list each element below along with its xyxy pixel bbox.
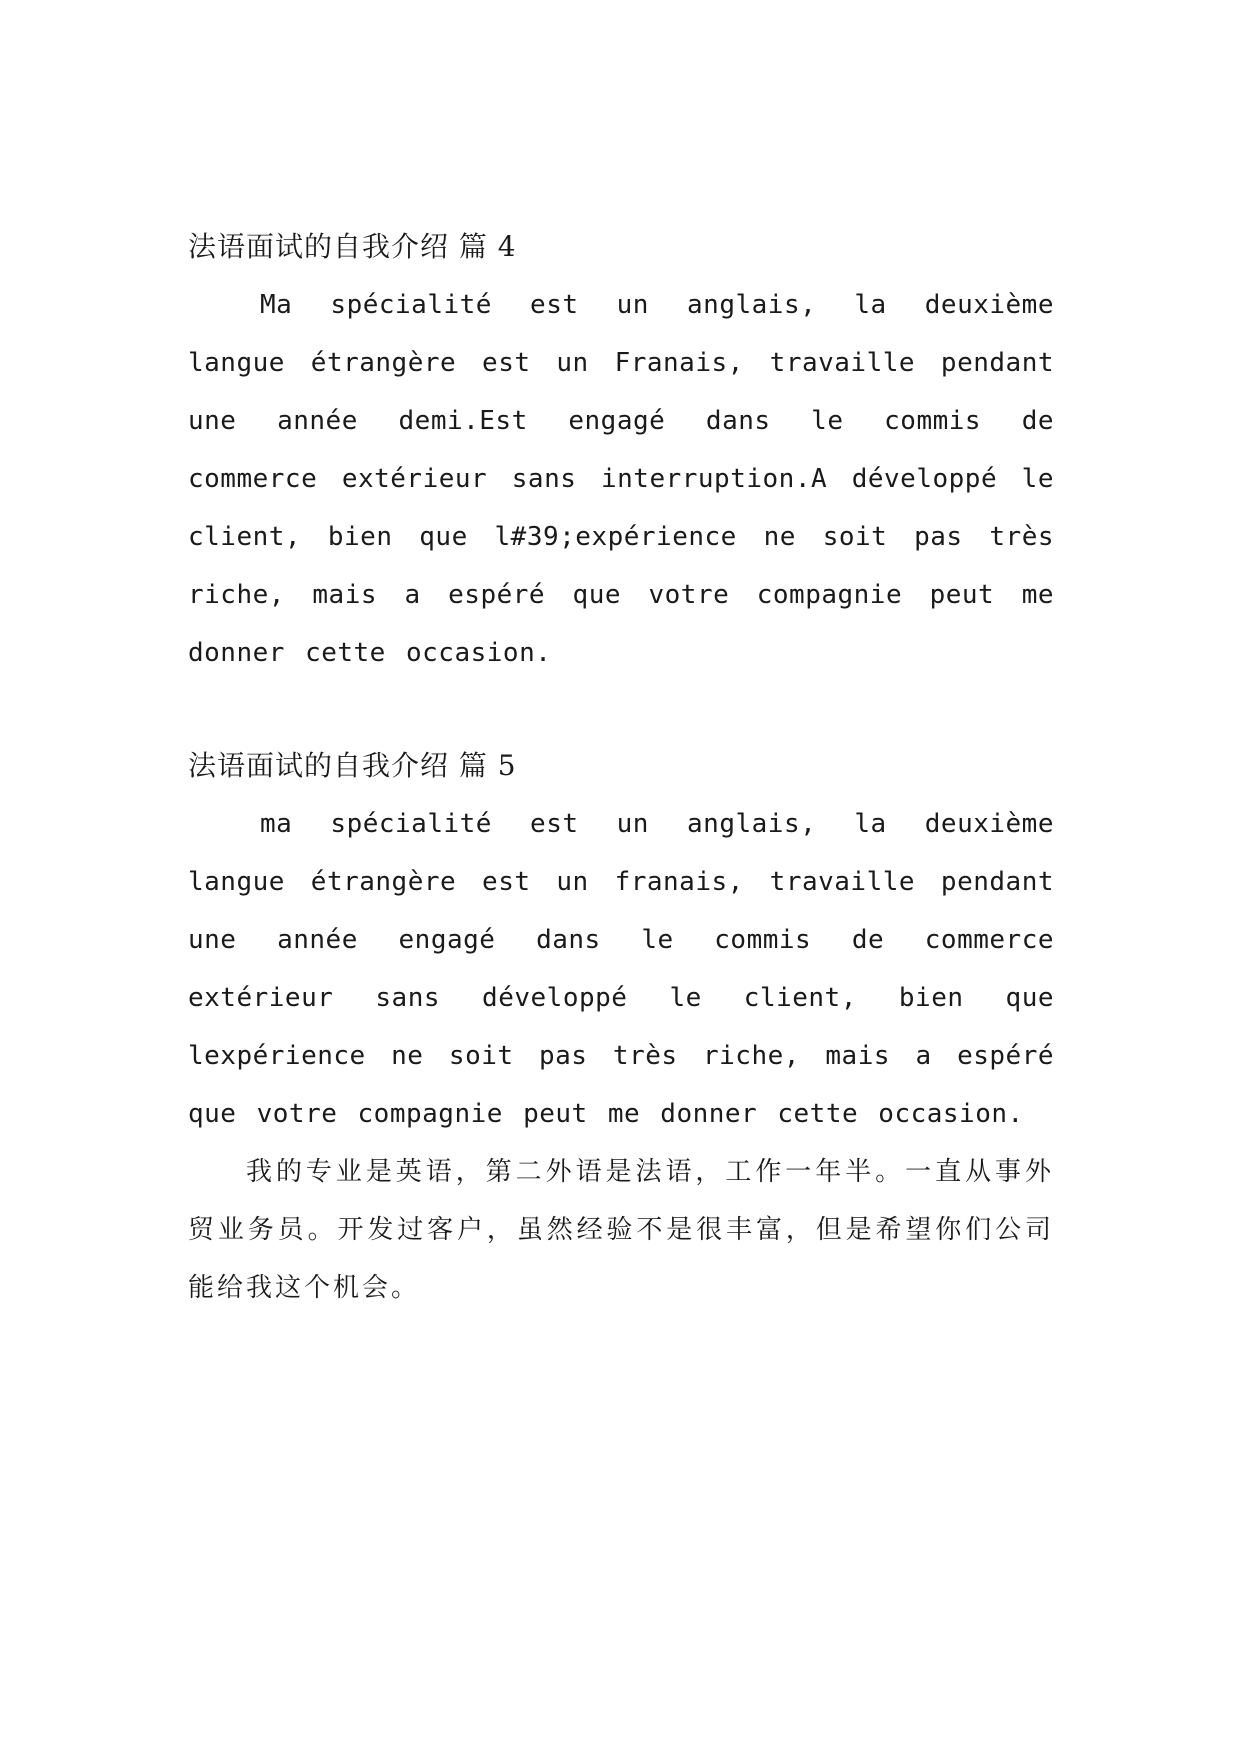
section-4 — [188, 218, 1054, 682]
section-title: 法语面试的自我介绍 篇 4 — [188, 230, 517, 263]
paragraph-french: Ma spécialité est un anglais, la deuxième langue étrangère est un Franais, travaille pendant une année demi.Est engagé dans le commis de commerce extérieur sans interruption.A développé le client, bien que l#39;expérience ne soit pas très riche, mais a espéré que votre compagnie peut me donner cette occasion. — [188, 290, 1054, 668]
paragraph-chinese: 我的专业是英语，第二外语是法语，工作一年半。一直从事外贸业务员。开发过客户，虽然经验不是很丰富，但是希望你们公司能给我这个机会。 — [188, 1157, 1054, 1303]
section-title: 法语面试的自我介绍 篇 5 — [188, 749, 517, 782]
section-5 — [188, 737, 1054, 1317]
paragraph-french: ma spécialité est un anglais, la deuxième langue étrangère est un franais, travaille pendant une année engagé dans le commis de commerce extérieur sans développé le client, bien que lexpérience ne soit pas très riche, mais a espéré que votre compagnie peut me donner cette occasion. — [188, 809, 1054, 1129]
document-body — [188, 218, 1054, 1317]
